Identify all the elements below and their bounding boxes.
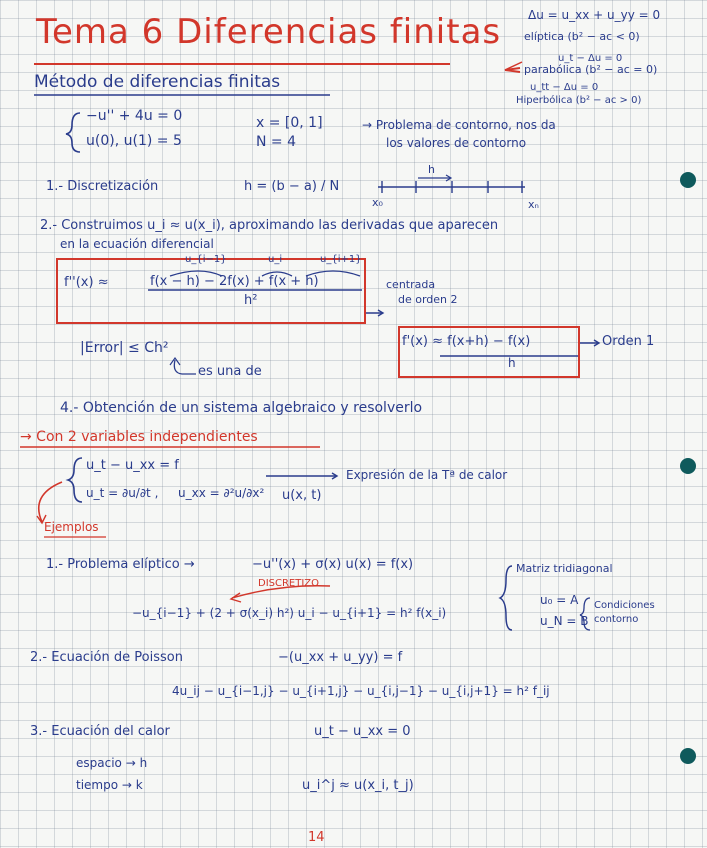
over-label-uip1: u_{i+1} xyxy=(320,254,362,265)
laplace-eq: Δu = u_xx + u_yy = 0 xyxy=(528,8,661,22)
step2-line1: 2.- Construimos u_i ≈ u(x_i), aproximando las derivadas que aparecen xyxy=(40,218,499,233)
binder-hole-1 xyxy=(680,172,696,188)
expresion-label: Expresión de la Tª de calor xyxy=(346,468,508,482)
step1-label: 1.- Discretización xyxy=(46,179,159,194)
cond-label-1: Condiciones xyxy=(594,600,655,611)
un-boundary: u_N = B xyxy=(540,614,589,628)
step2-line2: en la ecuación diferencial xyxy=(60,237,214,251)
x0-label: x₀ xyxy=(372,196,383,209)
page-number: 14 xyxy=(308,830,325,845)
eliptica-label: elíptica (b² − ac < 0) xyxy=(524,30,640,43)
u0-boundary: u₀ = A xyxy=(540,593,579,607)
hiperbolica-eq: u_tt − Δu = 0 xyxy=(530,82,599,93)
binder-hole-3 xyxy=(680,748,696,764)
ex1-eq: −u''(x) + σ(x) u(x) = f(x) xyxy=(252,557,414,572)
uxx-def: u_xx = ∂²u/∂x² xyxy=(178,486,265,500)
h-formula: h = (b − a) / N xyxy=(244,179,340,194)
ut-def: u_t = ∂u/∂t , xyxy=(86,486,159,500)
ex3-label: 3.- Ecuación del calor xyxy=(30,724,170,739)
over-label-uim1: u_{i−1} xyxy=(185,254,227,265)
ex1-label: 1.- Problema elíptico → xyxy=(46,557,195,572)
ex1-brace xyxy=(500,566,512,630)
two-var-heading: → Con 2 variables independientes xyxy=(20,429,258,445)
system-domain: x = [0, 1] xyxy=(256,115,323,131)
page-title: Tema 6 Diferencias finitas xyxy=(36,12,502,52)
centrada-label: centrada xyxy=(386,278,436,291)
orden1-label: Orden 1 xyxy=(602,334,655,349)
ex2-label: 2.- Ecuación de Poisson xyxy=(30,650,183,665)
heat-eq: u_t − u_xx = f xyxy=(86,458,179,473)
cond-label-2: contorno xyxy=(594,614,639,625)
hiperbolica-label: Hiperbólica (b² − ac > 0) xyxy=(516,95,642,106)
binder-hole-2 xyxy=(680,458,696,474)
tiempo-label: tiempo → k xyxy=(76,778,143,792)
ex3-approx: u_i^j ≈ u(x_i, t_j) xyxy=(302,778,414,793)
formula-numerator: f(x − h) − 2f(x) + f(x + h) xyxy=(150,274,319,289)
matriz-label: Matriz tridiagonal xyxy=(516,562,613,575)
fprime-denominator: h xyxy=(508,356,516,370)
orden2-label: de orden 2 xyxy=(398,293,458,306)
formula-box xyxy=(56,258,366,324)
espacio-label: espacio → h xyxy=(76,756,148,770)
ex2-discrete-eq: 4u_ij − u_{i−1,j} − u_{i+1,j} − u_{i,j−1} − u_{i,j+1} = h² f_ij xyxy=(172,684,550,698)
system-note-2: los valores de contorno xyxy=(386,136,527,150)
step4-label: 4.- Obtención de un sistema algebraico y resolverlo xyxy=(60,400,423,416)
system-line1: −u'' + 4u = 0 xyxy=(86,108,183,124)
metodo-heading: Método de diferencias finitas xyxy=(34,72,281,92)
formula-denominator: h² xyxy=(244,293,258,308)
ex1-discrete-eq: −u_{i−1} + (2 + σ(x_i) h²) u_i − u_{i+1} = h² f(x_i) xyxy=(132,606,447,620)
two-var-brace xyxy=(68,458,82,502)
parabolica-eq: u_t − Δu = 0 xyxy=(558,53,623,64)
fprime-numerator: f'(x) ≈ f(x+h) − f(x) xyxy=(402,334,531,349)
over-label-ui: u_i xyxy=(268,254,283,265)
system-n: N = 4 xyxy=(256,134,297,150)
ex3-eq: u_t − u_xx = 0 xyxy=(314,724,411,739)
ex2-eq: −(u_xx + u_yy) = f xyxy=(278,650,403,665)
formula-lhs: f''(x) ≈ xyxy=(64,275,109,290)
u-xt: u(x, t) xyxy=(282,488,322,503)
xn-label: xₙ xyxy=(528,198,539,211)
parabolica-label: parabólica (b² − ac = 0) xyxy=(524,63,658,76)
ejemplos-curve xyxy=(39,482,62,522)
h-span-label: h xyxy=(428,163,435,176)
system-brace xyxy=(66,113,80,152)
discretizo-label: DISCRETIZO xyxy=(258,578,320,589)
error-bound: |Error| ≤ Ch² xyxy=(80,340,169,356)
ejemplos-label: Ejemplos xyxy=(44,520,99,534)
error-note: es una de xyxy=(198,364,262,379)
system-note-1: → Problema de contorno, nos da xyxy=(362,118,556,132)
system-line2: u(0), u(1) = 5 xyxy=(86,133,182,149)
